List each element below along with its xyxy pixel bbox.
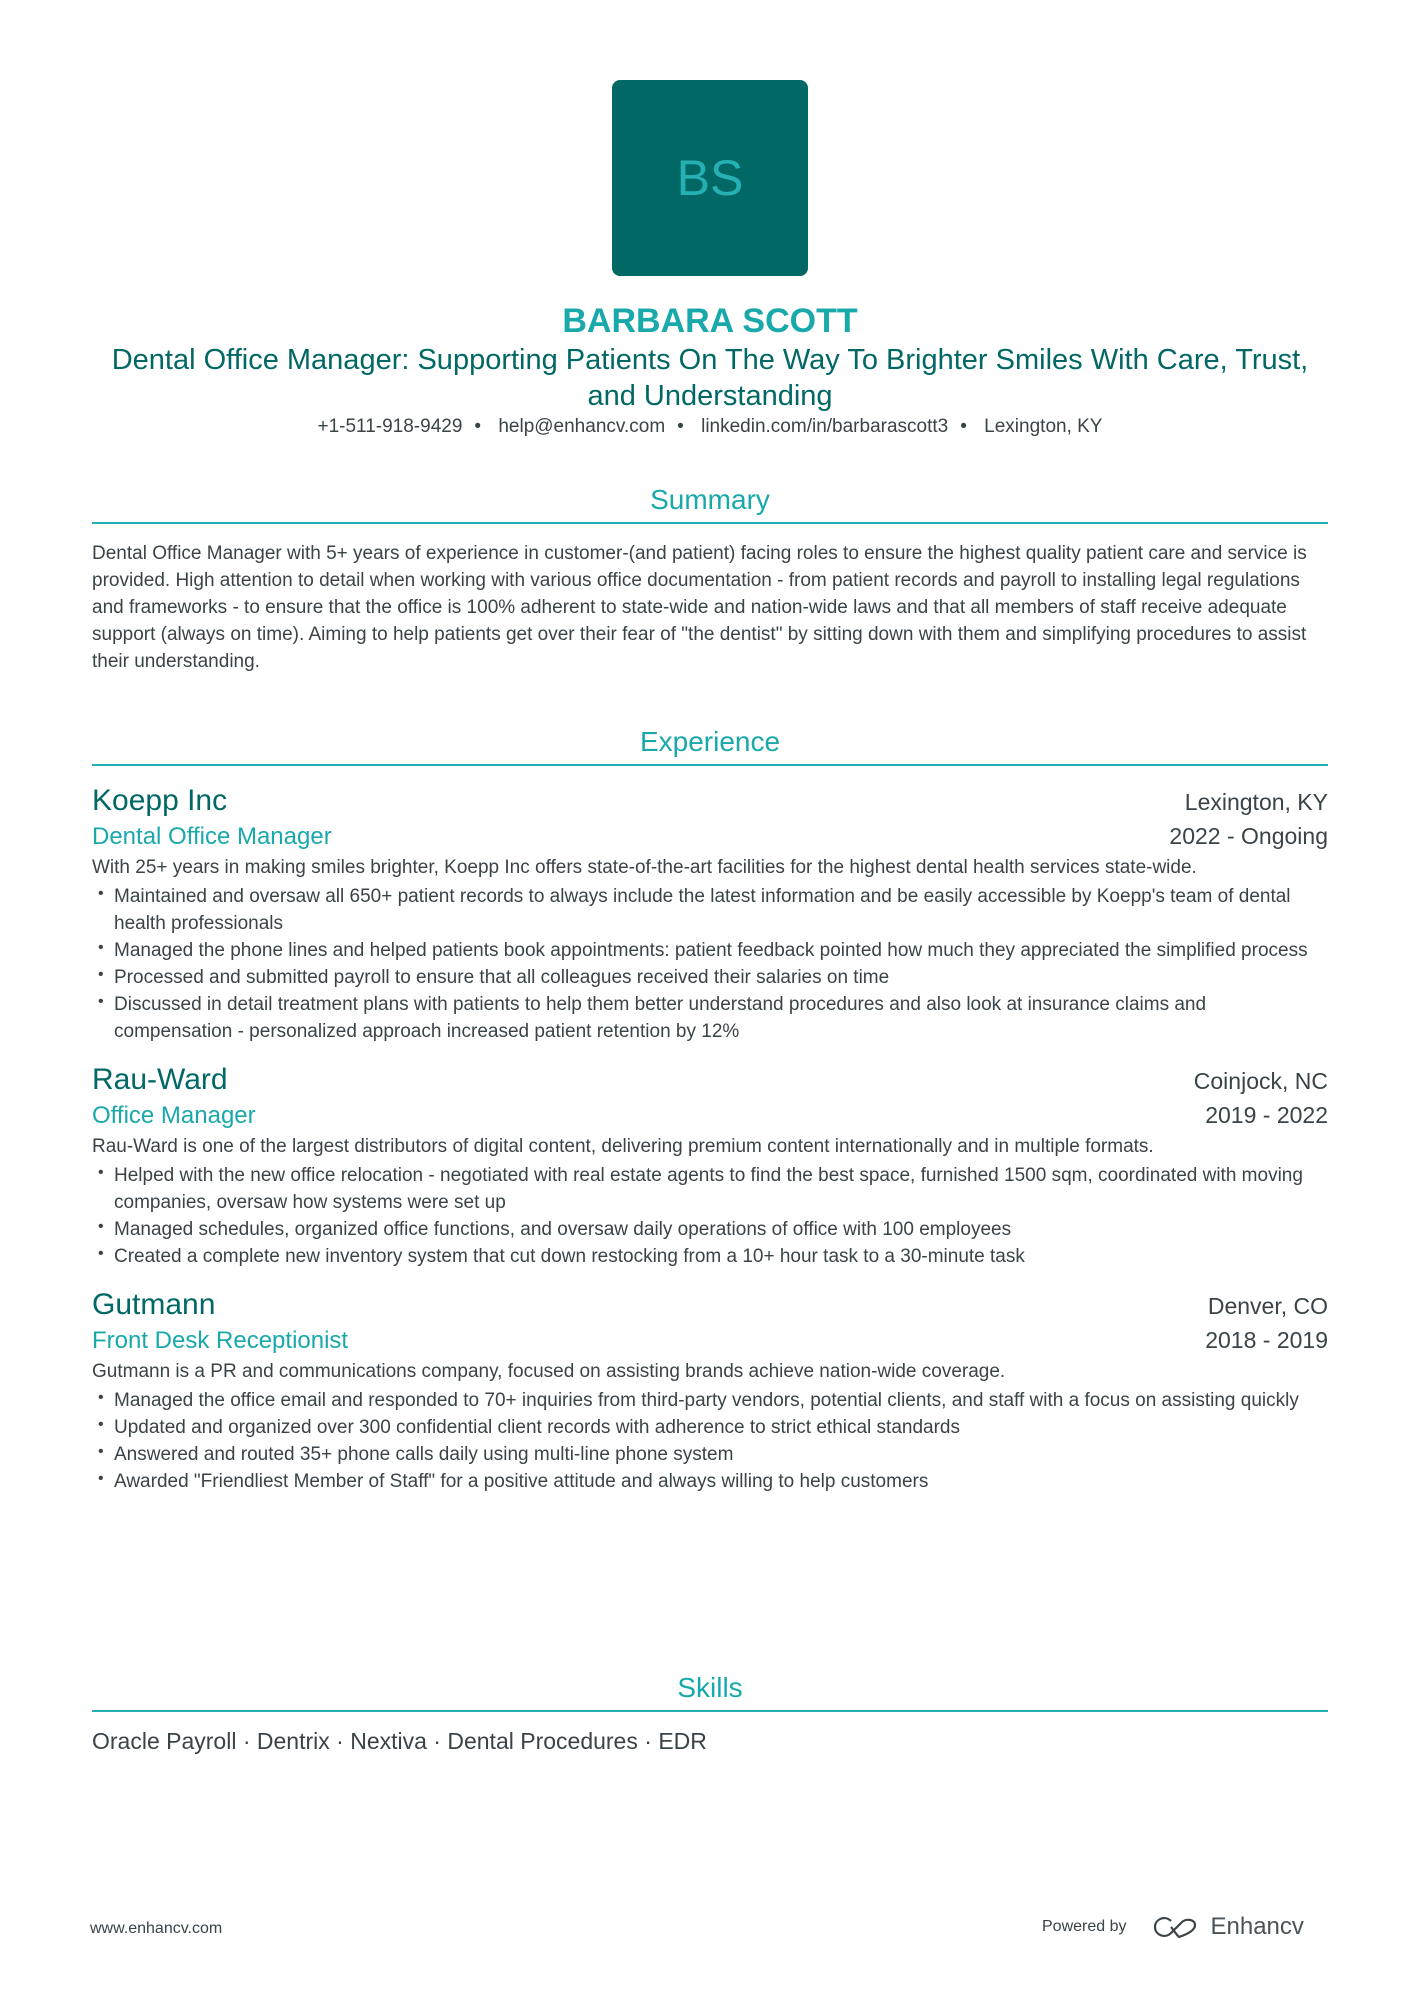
company-name: Koepp Inc (92, 784, 228, 817)
company-name: Rau-Ward (92, 1063, 228, 1096)
company-description: Rau-Ward is one of the largest distributors of digital content, delivering premium content internationally and in multiple formats. (92, 1136, 1154, 1157)
achievement-item: • Helped with the new office relocation - negotiated with real estate agents to find the best space, furnished 1500 sqm, coordinated with moving companies, oversaw how systems were set up (92, 1162, 1328, 1216)
section-title: Summary (92, 484, 1328, 524)
job-title: Office Manager (92, 1102, 256, 1129)
avatar-initials: BS (676, 150, 744, 206)
achievement-item: • Discussed in detail treatment plans with patients to help them better understand procedures and also look at insurance claims and compensation - personalized approach increased patient retention by 12% (92, 991, 1328, 1045)
brand-name: Enhancv (1210, 1913, 1304, 1940)
skill-separator: · (236, 1728, 257, 1754)
experience-entry (92, 1061, 1328, 1270)
email[interactable]: help@enhancv.com (498, 416, 666, 437)
skills-section (92, 1672, 1328, 1755)
company-description: Gutmann is a PR and communications company, focused on assisting brands achieve nation-wide coverage. (92, 1361, 1006, 1382)
skill-item: Nextiva (350, 1728, 427, 1754)
location: Lexington, KY (984, 416, 1103, 437)
job-title: Front Desk Receptionist (92, 1327, 349, 1354)
achievement-item: • Managed schedules, organized office functions, and oversaw daily operations of office with 100 employees (92, 1216, 1328, 1243)
achievement-item: • Created a complete new inventory system that cut down restocking from a 10+ hour task to a 30-minute task (92, 1243, 1328, 1270)
achievement-item: • Maintained and oversaw all 650+ patient records to always include the latest information and be easily accessible by Koepp's team of dental health professionals (92, 883, 1328, 937)
skill-separator: · (329, 1728, 351, 1754)
achievement-item: • Processed and submitted payroll to ensure that all colleagues received their salaries on time (92, 964, 1328, 991)
job-location: Lexington, KY (1184, 789, 1328, 815)
achievement-item: • Answered and routed 35+ phone calls daily using multi-line phone system (92, 1441, 1328, 1468)
skill-separator: · (637, 1728, 659, 1754)
job-dates: 2018 - 2019 (1205, 1327, 1328, 1353)
achievement-list (92, 883, 1328, 1045)
section-title: Experience (92, 726, 1328, 766)
company-name: Gutmann (92, 1288, 216, 1321)
job-dates: 2019 - 2022 (1205, 1102, 1328, 1128)
job-dates: 2022 - Ongoing (1169, 823, 1328, 849)
footer-branding (1042, 1913, 1304, 1941)
experience-section (92, 726, 1328, 1511)
powered-by-label: Powered by (1042, 1918, 1127, 1935)
job-location: Coinjock, NC (1193, 1068, 1328, 1094)
avatar (612, 80, 808, 276)
skill-item: Oracle Payroll (92, 1728, 237, 1754)
footer-website[interactable]: www.enhancv.com (90, 1920, 223, 1937)
company-description: With 25+ years in making smiles brighter, Koepp Inc offers state-of-the-art facilities for the highest dental health services state-wide. (92, 857, 1197, 878)
achievement-item: • Updated and organized over 300 confidential client records with adherence to strict ethical standards (92, 1414, 1328, 1441)
enhancv-logo[interactable] (1153, 1913, 1304, 1941)
headline: Dental Office Manager: Supporting Patients On The Way To Brighter Smiles With Care, Trust, and Understanding (111, 344, 1309, 412)
summary-section (92, 484, 1328, 675)
skill-item: EDR (658, 1728, 707, 1754)
achievement-list (92, 1162, 1328, 1270)
enhancv-logo-icon (1153, 1915, 1199, 1939)
job-title: Dental Office Manager (92, 823, 332, 850)
achievement-item: • Awarded "Friendliest Member of Staff" for a positive attitude and always willing to help customers (92, 1468, 1328, 1495)
experience-entry (92, 1286, 1328, 1495)
skill-item: Dental Procedures (447, 1728, 638, 1754)
summary-text: Dental Office Manager with 5+ years of experience in customer-(and patient) facing roles to ensure the highest quality patient care and service is provided. High attention to detail when working with various office documentation - from patient records and payroll to installing legal regulations and frameworks - to ensure that the office is 100% adherent to state-wide and nation-wide laws and that all members of staff receive adequate support (always on time). Aiming to help patients get over their fear of "the dentist" by sitting down with them and simplifying procedures to assist their understanding. (92, 543, 1307, 672)
candidate-name: BARBARA SCOTT (562, 302, 858, 340)
contact-info: +1-511-918-9429 • help@enhancv.com • linkedin.com/in/barbarascott3 • Lexington, KY (317, 416, 1103, 437)
phone: +1-511-918-9429 (317, 416, 463, 437)
experience-entry (92, 782, 1328, 1045)
achievement-list (92, 1387, 1328, 1495)
section-title: Skills (92, 1672, 1328, 1712)
skills-list (92, 1728, 1328, 1755)
achievement-item: • Managed the office email and responded to 70+ inquiries from third-party vendors, potential clients, and staff with a focus on assisting quickly (92, 1387, 1328, 1414)
skill-item: Dentrix (256, 1728, 330, 1754)
skill-separator: · (426, 1728, 448, 1754)
achievement-item: • Managed the phone lines and helped patients book appointments: patient feedback pointed how much they appreciated the simplified process (92, 937, 1328, 964)
job-location: Denver, CO (1207, 1293, 1328, 1319)
linkedin[interactable]: linkedin.com/in/barbarascott3 (701, 416, 949, 437)
